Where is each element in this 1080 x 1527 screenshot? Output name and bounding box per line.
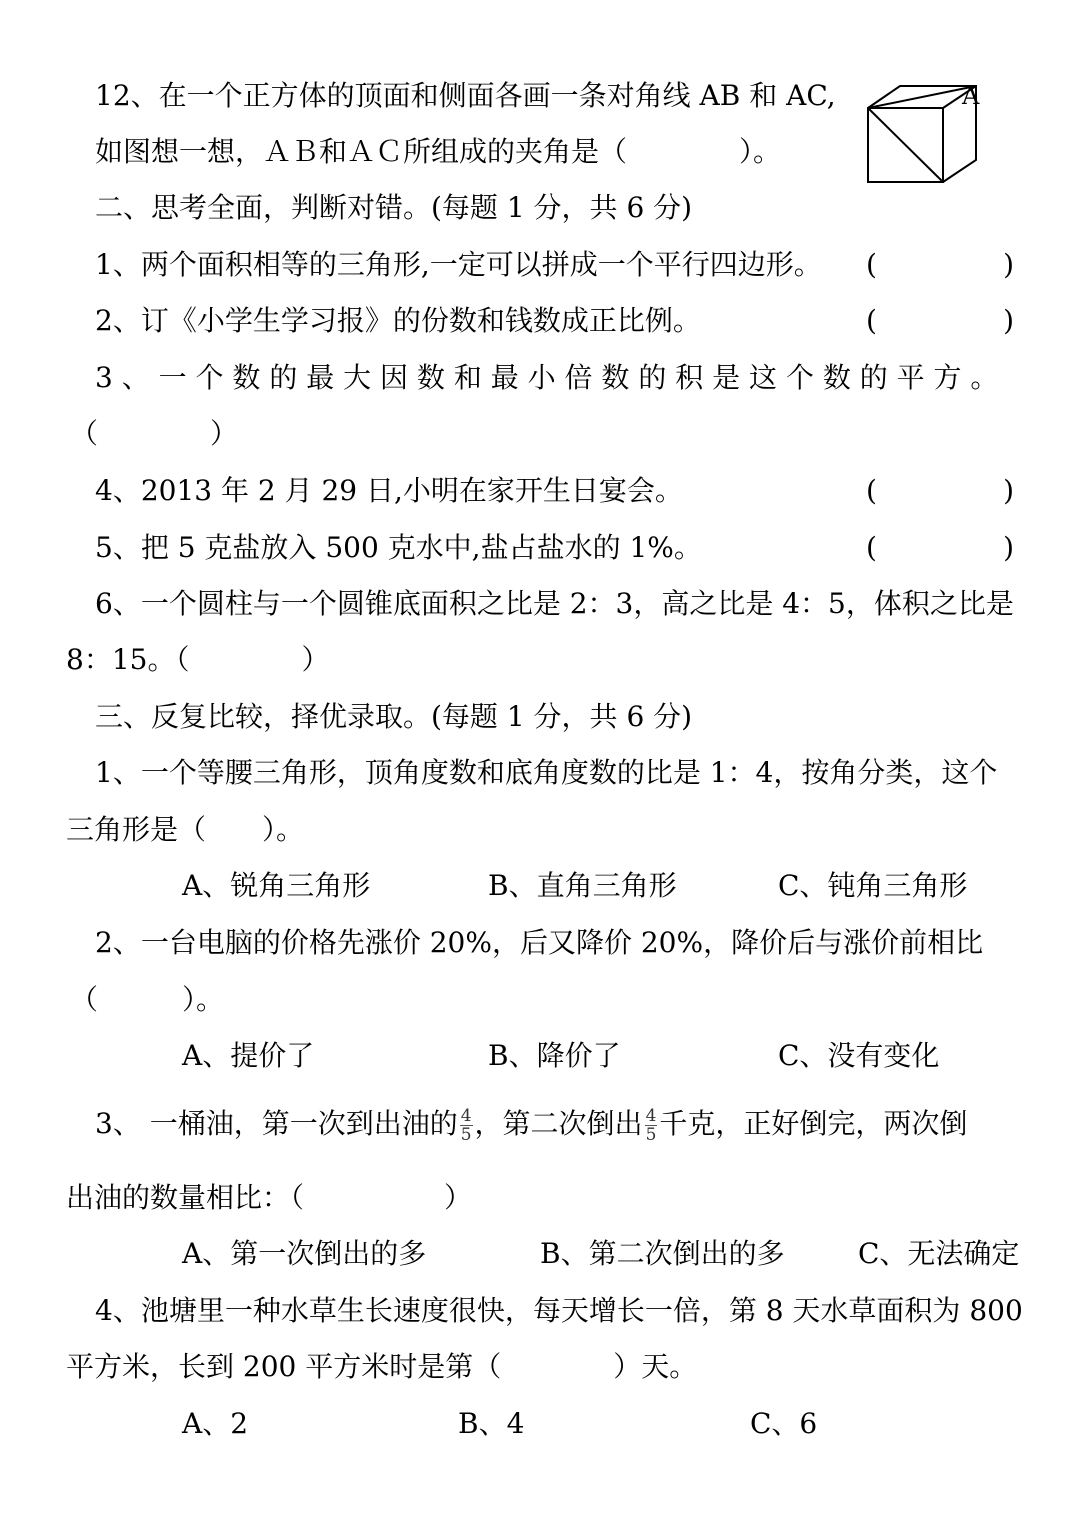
choice-q2-line1: 2、一台电脑的价格先涨价 20%，后又降价 20%，降价后与涨价前相比 [95, 926, 984, 959]
choice-q2-line2: （ ）。 [70, 983, 225, 1016]
q1-option-b[interactable]: B、直角三角形 [488, 869, 677, 902]
choice-q1-line1: 1、一个等腰三角形，顶角度数和底角度数的比是 1：4，按角分类，这个 [95, 756, 998, 789]
cube-back-edges [868, 86, 976, 182]
q4-option-c[interactable]: C、6 [750, 1407, 818, 1440]
judge-answer-2[interactable]: ( ) [866, 304, 1014, 337]
fraction-four-fifths-2: $\frac{4}{5}$ [645, 1106, 657, 1145]
q12-line1: 12、在一个正方体的顶面和侧面各画一条对角线 AB 和 AC, [95, 79, 836, 112]
judge-item-4: 4、2013 年 2 月 29 日,小明在家开生日宴会。 [95, 474, 683, 507]
judge-answer-6[interactable]: 8：15。（ ） [66, 643, 330, 676]
judge-answer-5[interactable]: ( ) [866, 531, 1014, 564]
section3-title: 三、反复比较，择优录取。(每题 1 分，共 6 分) [95, 700, 693, 733]
choice-q1-line2: 三角形是（ ）。 [66, 813, 305, 846]
q2-option-b[interactable]: B、降价了 [488, 1039, 621, 1072]
choice-q4-line1: 4、池塘里一种水草生长速度很快，每天增长一倍，第 8 天水草面积为 800 [95, 1294, 1023, 1327]
cube-label-a: A [962, 82, 980, 110]
section2-title: 二、思考全面，判断对错。(每题 1 分，共 6 分) [95, 191, 693, 224]
q4-option-b[interactable]: B、4 [458, 1407, 525, 1440]
choice-q3-line1: 3、 一桶油，第一次到出油的 $\frac{4}{5}$ ，第二次倒出 $\frac{4}{5}$ 千克，正好倒完，两次倒 [95, 1106, 968, 1145]
q3-option-c[interactable]: C、无法确定 [858, 1237, 1020, 1270]
q2-option-c[interactable]: C、没有变化 [778, 1039, 940, 1072]
q12-line2: 如图想一想，ＡＢ和ＡＣ所组成的夹角是（ ）。 [95, 135, 782, 168]
judge-answer-3[interactable]: （ ） [70, 417, 239, 450]
diagonal-ac [868, 108, 943, 182]
judge-item-3: 3 、 一 个 数 的 最 大 因 数 和 最 小 倍 数 的 积 是 这 个 数 的 平 方 。 [95, 361, 999, 394]
judge-item-2: 2、订《小学生学习报》的份数和钱数成正比例。 [95, 304, 701, 337]
cube-diagram [858, 78, 983, 186]
judge-answer-4[interactable]: ( ) [866, 474, 1014, 507]
judge-item-1: 1、两个面积相等的三角形,一定可以拼成一个平行四边形。 [95, 248, 822, 281]
choice-q3-line2: 出油的数量相比：（ ） [66, 1181, 473, 1214]
q4-option-a[interactable]: A、2 [182, 1407, 249, 1440]
choice-q4-line2: 平方米，长到 200 平方米时是第（ ）天。 [66, 1350, 698, 1383]
fraction-four-fifths-1: $\frac{4}{5}$ [460, 1106, 472, 1145]
judge-item-6: 6、一个圆柱与一个圆锥底面积之比是 2：3，高之比是 4：5，体积之比是 [95, 587, 1014, 620]
q2-option-a[interactable]: A、提价了 [182, 1039, 315, 1072]
q1-option-a[interactable]: A、锐角三角形 [182, 869, 371, 902]
q1-option-c[interactable]: C、钝角三角形 [778, 869, 968, 902]
judge-item-5: 5、把 5 克盐放入 500 克水中,盐占盐水的 1%。 [95, 531, 702, 564]
q3-option-a[interactable]: A、第一次倒出的多 [182, 1237, 427, 1270]
q3-option-b[interactable]: B、第二次倒出的多 [540, 1237, 785, 1270]
judge-answer-1[interactable]: ( ) [866, 248, 1014, 281]
